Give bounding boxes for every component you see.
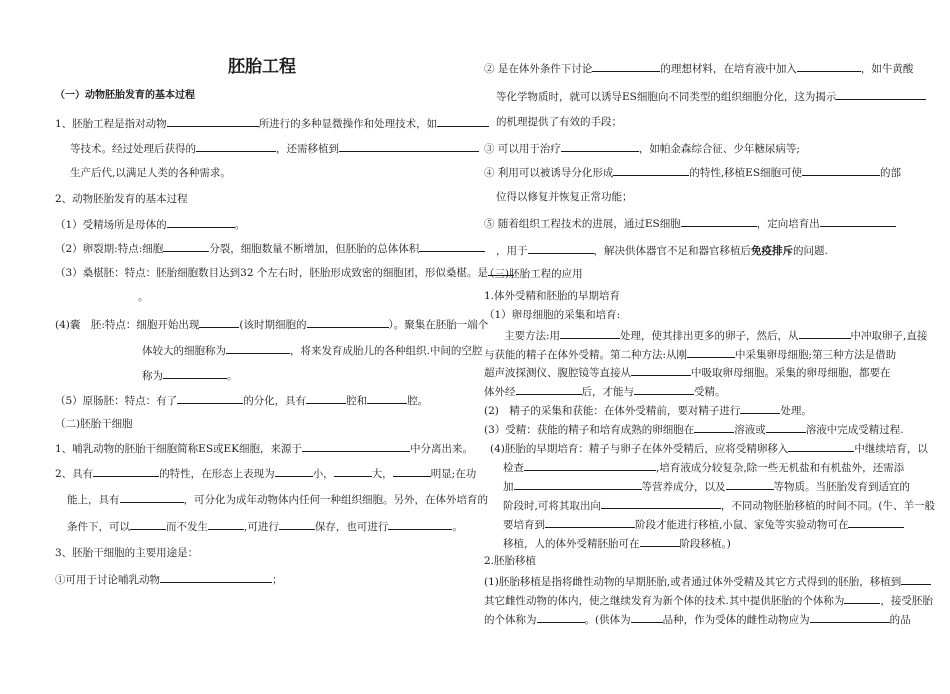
text-line: 体外经 后，才能与 受精。 (484, 383, 726, 399)
fill-blank[interactable] (634, 383, 694, 395)
fill-blank[interactable] (848, 516, 904, 528)
fill-blank[interactable] (279, 518, 315, 530)
text-line: ③ 可以用于治疗 ，如帕金森综合征、少年糖尿病等; (484, 140, 800, 156)
fill-blank[interactable] (528, 242, 594, 254)
text-line: 等技术。经过处理后获得的 ，还需移植到 (70, 140, 479, 156)
fill-blank[interactable] (163, 240, 209, 252)
text-line: 要培育到 阶段才能进行移植,小鼠、家兔等实验动物可在 (503, 516, 904, 532)
fill-blank[interactable] (820, 215, 896, 227)
text-line: 位得以修复并恢复正常功能； (496, 191, 633, 203)
fill-blank[interactable] (560, 327, 620, 339)
fill-blank[interactable] (561, 140, 639, 152)
fill-blank[interactable] (797, 60, 861, 72)
fill-blank[interactable] (130, 518, 166, 530)
text-line: 阶段时,可将其取出向 ，不同动物胚胎移植的时间不同。(牛、羊一般 (503, 497, 935, 513)
text-line: 1、哺乳动物的胚胎干细胞简称ES或EK细胞，来源于 中分离出来。 (55, 440, 473, 456)
text-line: 能上，具有 ，可分化为成年动物体内任何一种组织细胞。另外，在体外培育的 (67, 491, 488, 507)
fill-blank[interactable] (601, 497, 721, 509)
section-heading-1: （一）动物胚胎发育的基本过程 (55, 90, 195, 101)
text-line: ①可用于讨论哺乳动物 ； (55, 571, 283, 587)
text-line: （2）卵裂期:特点:细胞 分裂，细胞数量不断增加，但胚胎的总体体积 (55, 240, 485, 256)
text-line: 加 等营养成分，以及 等物质。当胚胎发育到适宜的 (503, 478, 910, 494)
fill-blank[interactable] (545, 516, 635, 528)
fill-blank[interactable] (802, 164, 880, 176)
fill-blank[interactable] (196, 140, 276, 152)
text-line: ④ 利用可以被诱导分化形成 的特性,移植ES细胞可使 的部 (484, 164, 901, 180)
text-line: 称为 。 (142, 367, 238, 383)
page-title: 胚胎工程 (228, 57, 296, 77)
fill-blank[interactable] (681, 215, 757, 227)
text-line: 等化学物质时，就可以诱导ES细胞向不同类型的组织细胞分化，这为揭示 (496, 88, 926, 104)
fill-blank[interactable] (537, 611, 585, 623)
fill-blank[interactable] (275, 465, 313, 477)
fill-blank[interactable] (306, 392, 346, 404)
section-heading-2: （二)胚胎干细胞 (55, 418, 133, 430)
fill-blank[interactable] (726, 478, 774, 490)
text-line: 的机理提供了有效的手段； (496, 116, 622, 128)
fill-blank[interactable] (307, 316, 389, 328)
text-line: 与获能的精子在体外受精。第二种方法:从刚 中采集卵母细胞;第三种方法是借助 (484, 346, 896, 362)
text-line: 其它雌性动物的体内，使之继续发育为新个体的技术.其中提供胚胎的个体称为 ，接受胚胎 (484, 592, 933, 608)
text-line: 检查 ,培育液成分较复杂,除一些无机盐和有机盐外，还需添 (503, 459, 904, 475)
fill-blank[interactable] (516, 383, 582, 395)
fill-blank[interactable] (167, 216, 235, 228)
fill-blank[interactable] (93, 465, 159, 477)
text-line: ，用于 ，解决供体器官不足和器官移植后免疫排斥的问题. (496, 242, 828, 258)
fill-blank[interactable] (740, 402, 780, 414)
fill-blank[interactable] (226, 342, 290, 354)
fill-blank[interactable] (419, 240, 485, 252)
fill-blank[interactable] (334, 465, 372, 477)
fill-blank[interactable] (799, 327, 851, 339)
fill-blank[interactable] (163, 367, 227, 379)
text-line: （3）桑椹胚：特点：胚胎细胞数目达到32 个左右时，胚胎形成致密的细胞团，形似桑椹。是 (55, 264, 514, 280)
text-line: （1）卵母细胞的采集和培育: (484, 309, 621, 321)
fill-blank[interactable] (694, 421, 734, 433)
text-line: 2、动物胚胎发育的基本过程 (55, 193, 188, 205)
fill-blank[interactable] (788, 440, 854, 452)
text-line: （1）受精场所是母体的 。 (55, 216, 245, 232)
fill-blank[interactable] (524, 459, 656, 471)
text-line: 2.胚胎移植 (484, 555, 537, 567)
fill-blank[interactable] (208, 518, 244, 530)
text-line: 2、具有 的特性，在形态上表现为 小， 大， 明显;在功 (55, 465, 476, 481)
text-line: 移植，人的体外受精胚胎可在 阶段移植。) (503, 535, 731, 551)
fill-blank[interactable] (120, 491, 184, 503)
fill-blank[interactable] (339, 140, 479, 152)
text-line: 3、胚胎干细胞的主要用途是： (55, 547, 199, 559)
text-line: 超声波探测仪、腹腔镜等直接从 中吸取卵母细胞。采集的卵母细胞，都要在 (484, 364, 891, 380)
fill-blank[interactable] (631, 611, 663, 623)
text-line: 的个体称为 。(供体为 品种，作为受体的雌性动物应为 的品 (484, 611, 911, 627)
fill-blank[interactable] (592, 60, 660, 72)
fill-blank[interactable] (177, 392, 243, 404)
text-line: 1.体外受精和胚胎的早期培育 (484, 290, 621, 302)
text-line: (1)胚胎移植是指将雌性动物的早期胚胎,或者通过体外受精及其它方式得到的胚胎，移植到 (484, 573, 931, 589)
fill-blank[interactable] (613, 164, 689, 176)
fill-blank[interactable] (631, 364, 691, 376)
text-line: (3）受精：获能的精子和培育成熟的卵细胞在 溶液或 溶液中完成受精过程. (484, 421, 904, 437)
text-line: 主要方法:用 处理，使其排出更多的卵子，然后，从 中冲取卵子,直接 (504, 327, 927, 343)
fill-blank[interactable] (640, 535, 680, 547)
fill-blank[interactable] (766, 421, 806, 433)
text-line: （5）原肠胚：特点：有了 的分化，具有 腔和 腔。 (55, 392, 428, 408)
fill-blank[interactable] (514, 478, 642, 490)
text-line: 。 (138, 291, 149, 303)
fill-blank[interactable] (810, 611, 890, 623)
fill-blank[interactable] (199, 316, 239, 328)
text-line: 体较大的细胞称为 ，将来发育成胎儿的各种组织.中间的空腔 (142, 342, 482, 358)
fill-blank[interactable] (167, 115, 259, 127)
fill-blank[interactable] (160, 571, 272, 583)
text-line: (4)囊 胚:特点：细胞开始出现 (该时期细胞的 ）。聚集在胚胎一端个 (55, 316, 488, 332)
fill-blank[interactable] (367, 392, 407, 404)
section-heading-3: （三)胚胎工程的应用 (484, 268, 583, 280)
fill-blank[interactable] (836, 88, 926, 100)
text-line: ⑤ 随着组织工程技术的进展，通过ES细胞 ，定向培育出 (484, 215, 896, 231)
text-line: (4)胚胎的早期培育：精子与卵子在体外受精后，应将受精卵移入 中继续培育，以 (490, 440, 928, 456)
fill-blank[interactable] (388, 518, 452, 530)
text-line: 生产后代,以满足人类的各种需求。 (70, 167, 231, 179)
text-line: 条件下，可以 而不发生 ,可进行 保存，也可进行 。 (67, 518, 463, 534)
fill-blank[interactable] (302, 440, 410, 452)
fill-blank[interactable] (393, 465, 431, 477)
fill-blank[interactable] (687, 346, 735, 358)
fill-blank[interactable] (844, 592, 880, 604)
text-line: 1、胚胎工程是指对动物 所进行的多种显微操作和处理技术，如 (55, 115, 489, 131)
text-line: ② 是在体外条件下讨论 的理想材料，在培育液中加入 ，如牛黄酸 (484, 60, 913, 76)
fill-blank[interactable] (437, 115, 489, 127)
text-line: (2) 精子的采集和获能：在体外受精前，要对精子进行 处理。 (484, 402, 812, 418)
fill-blank[interactable] (901, 573, 931, 585)
